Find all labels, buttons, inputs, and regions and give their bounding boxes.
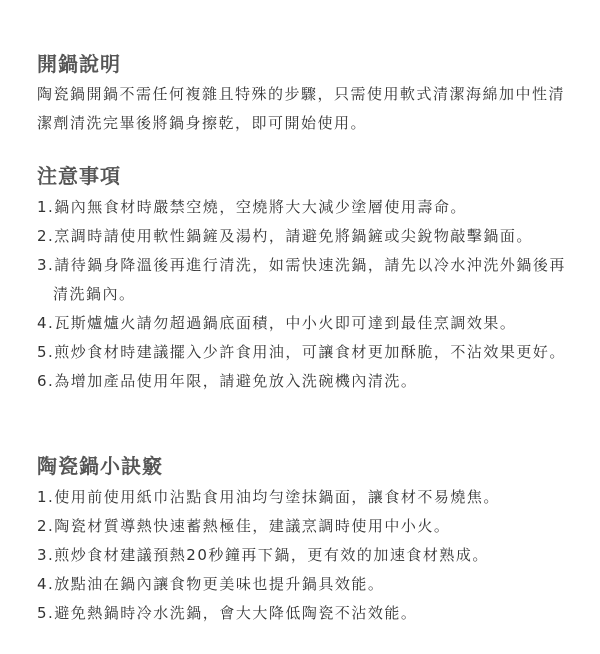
list-item: 5.避免熱鍋時冷水洗鍋，會大大降低陶瓷不沾效能。 [37, 604, 418, 622]
section-heading: 注意事項 [37, 164, 121, 188]
section-precautions [37, 162, 567, 396]
list-item: 5.煎炒食材時建議擺入少許食用油，可讓食材更加酥脆，不沾效果更好。 [37, 343, 566, 361]
list-item: 2.陶瓷材質導熱快速蓄熱極佳，建議烹調時使用中小火。 [37, 517, 451, 535]
list-item: 2.烹調時請使用軟性鍋鏟及湯杓，請避免將鍋鏟或尖銳物敲擊鍋面。 [37, 227, 533, 245]
precautions-list [37, 193, 567, 396]
section-heading: 陶瓷鍋小訣竅 [37, 454, 163, 478]
list-item: 6.為增加產品使用年限，請避免放入洗碗機內清洗。 [37, 372, 418, 390]
list-item: 3.煎炒食材建議預熱20秒鐘再下鍋，更有效的加速食材熟成。 [37, 546, 489, 564]
section-heading: 開鍋說明 [37, 52, 121, 76]
list-item: 4.瓦斯爐爐火請勿超過鍋底面積，中小火即可達到最佳烹調效果。 [37, 314, 517, 332]
section-tips [37, 452, 567, 628]
list-item: 1.鍋內無食材時嚴禁空燒，空燒將大大減少塗層使用壽命。 [37, 198, 467, 216]
section-paragraph: 陶瓷鍋開鍋不需任何複雜且特殊的步驟，只需使用軟式清潔海綿加中性清潔劑清洗完畢後將鍋身擦乾，即可開始使用。 [37, 85, 566, 132]
section-opening-instructions [37, 50, 567, 138]
list-item: 3.請待鍋身降溫後再進行清洗，如需快速洗鍋，請先以冷水沖洗外鍋後再清洗鍋內。 [37, 256, 566, 303]
list-item: 4.放點油在鍋內讓食物更美味也提升鍋具效能。 [37, 575, 385, 593]
list-item: 1.使用前使用紙巾沾點食用油均勻塗抹鍋面，讓食材不易燒焦。 [37, 488, 500, 506]
tips-list [37, 483, 567, 628]
